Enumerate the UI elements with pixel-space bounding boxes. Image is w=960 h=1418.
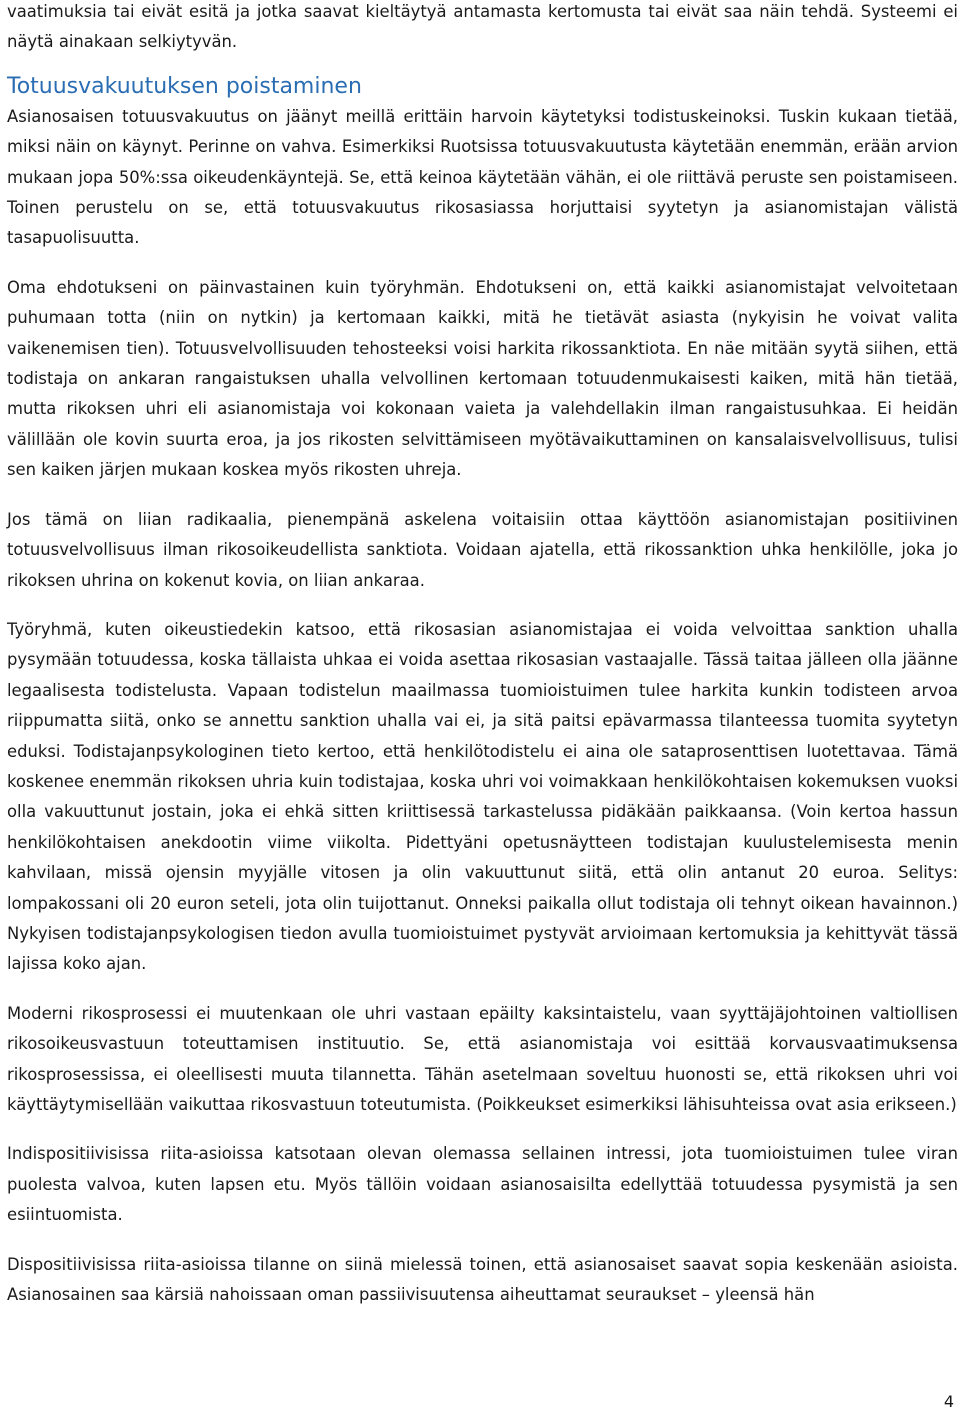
spacer xyxy=(7,596,958,615)
document-page xyxy=(7,0,958,1310)
spacer xyxy=(7,254,958,273)
intro-paragraph: vaatimuksia tai eivät esitä ja jotka saavat kieltäytyä antamasta kertomusta tai eivät saa näin tehdä. Systeemi ei näytä ainakaan selkiytyvän. xyxy=(7,2,958,52)
page-number: 4 xyxy=(943,1392,954,1411)
spacer xyxy=(7,58,958,72)
spacer xyxy=(7,1231,958,1250)
paragraph: Jos tämä on liian radikaalia, pienempänä askelena voitaisiin ottaa käyttöön asianomistajan positiivinen totuusvelvollisuus ilman rikosoikeudellista sanktiota. Voidaan ajatella, että rikossanktion uhka henkilölle, joka jo rikoksen uhrina on kokenut kovia, on liian ankaraa. xyxy=(7,509,958,590)
section-heading: Totuusvakuutuksen poistaminen xyxy=(7,73,362,99)
paragraph: Oma ehdotukseni on päinvastainen kuin työryhmän. Ehdotukseni on, että kaikki asianomistajat velvoitetaan puhumaan totta (niin on nytkin) ja kertomaan kaikki, mitä he tietävät asiasta (nykyisin he voivat valita vaikenemisen tien). Totuusvelvollisuuden tehosteeksi voisi harkita rikossanktiota. En näe mitään syytä siihen, että todistaja on ankaran rangaistuksen uhalla velvollinen kertomaan totuudenmukaisesti kaiken, mitä hän tietää, mutta rikoksen uhri eli asianomistaja voi kokonaan vaieta ja valehdellakin ilman rangaistusuhkaa. Ei heidän välillään ole kovin suurta eroa, ja jos rikosten selvittämiseen myötävaikuttaminen on kansalaisvelvollisuus, tulisi sen kaiken järjen mukaan koskea myös rikosten uhreja. xyxy=(7,277,958,480)
paragraph: Moderni rikosprosessi ei muutenkaan ole uhri vastaan epäilty kaksintaistelu, vaan syyttäjäjohtoinen valtiollisen rikosoikeusvastuun toteuttamisen instituutio. Se, että asianomistaja voi esittää korvausvaatimuksensa rikosprosessissa, ei oleellisesti muuta tilannetta. Tähän asetelmaan soveltuu huonosti se, että rikoksen uhri voi käyttäytymisellään vaikuttaa rikosvastuun toteutumista. (Poikkeukset esimerkiksi lähisuhteissa ovat asia erikseen.) xyxy=(7,1003,958,1114)
spacer xyxy=(7,980,958,999)
spacer xyxy=(7,486,958,505)
spacer xyxy=(7,1120,958,1139)
paragraph: Indispositiivisissa riita-asioissa katsotaan olevan olemassa sellainen intressi, jota tuomioistuimen tulee viran puolesta valvoa, kuten lapsen etu. Myös tällöin voidaan asianosaisilta edellyttää totuudessa pysymistä ja sen esiintuomista. xyxy=(7,1144,958,1225)
paragraph: Asianosaisen totuusvakuutus on jäänyt meillä erittäin harvoin käytetyksi todistuskeinoksi. Tuskin kukaan tietää, miksi näin on käynyt. Perinne on vahva. Esimerkiksi Ruotsissa totuusvakuutusta käytetään enemmän, erään arvion mukaan jopa 50%:ssa oikeudenkäyntejä. Se, että keinoa käytetään vähän, ei ole riittävä peruste sen poistamiseen. Toinen perustelu on se, että totuusvakuutus rikosasiassa horjuttaisi syytetyn ja asianomistajan välistä tasapuolisuutta. xyxy=(7,106,958,248)
paragraph: Dispositiivisissa riita-asioissa tilanne on siinä mielessä toinen, että asianosaiset saavat sopia keskenään asioista. Asianosainen saa kärsiä nahoissaan oman passiivisuutensa aiheuttamat seuraukset – yleensä hän xyxy=(7,1254,958,1305)
paragraph: Työryhmä, kuten oikeustiedekin katsoo, että rikosasian asianomistajaa ei voida velvoittaa sanktion uhalla pysymään totuudessa, koska tällaista uhkaa ei voida asettaa rikosasian vastaajalle. Tässä taitaa jälleen olla jäänne legaalisesta todistelusta. Vapaan todistelun maailmassa tuomioistuimen tulee harkita kunkin todisteen arvoa riippumatta siitä, onko se annettu sanktion uhalla vai ei, ja sitä paitsi epävarmassa tilanteessa tuomita syytetyn eduksi. Todistajanpsykologinen tieto kertoo, että henkilötodistelu ei aina ole sataprosenttisen luotettavaa. Tämä koskenee enemmän rikoksen uhria kuin todistajaa, koska uhri voi voimakkaan henkilökohtaisen kokemuksen vuoksi olla vakuuttunut jostain, joka ei ehkä sitten kriittisessä tarkastelussa pidäkään paikkaansa. (Voin kertoa hassun henkilökohtaisen anekdootin viime viikolta. Pidettyäni opetusnäytteen todistajan kuulustelemisesta menin kahvilaan, missä ojensin myyjälle vitosen ja olin vakuuttunut siitä, että olin antanut 20 euroa. Selitys: lompakossani oli 20 euron seteli, jota olin tuijottanut. Onneksi paikalla ollut todistaja oli tehnyt oikean havainnon.) Nykyisen todistajanpsykologisen tiedon avulla tuomioistuimet pystyvät arvioimaan kertomuksia ja kehittyvät tässä lajissa koko ajan. xyxy=(7,619,958,974)
